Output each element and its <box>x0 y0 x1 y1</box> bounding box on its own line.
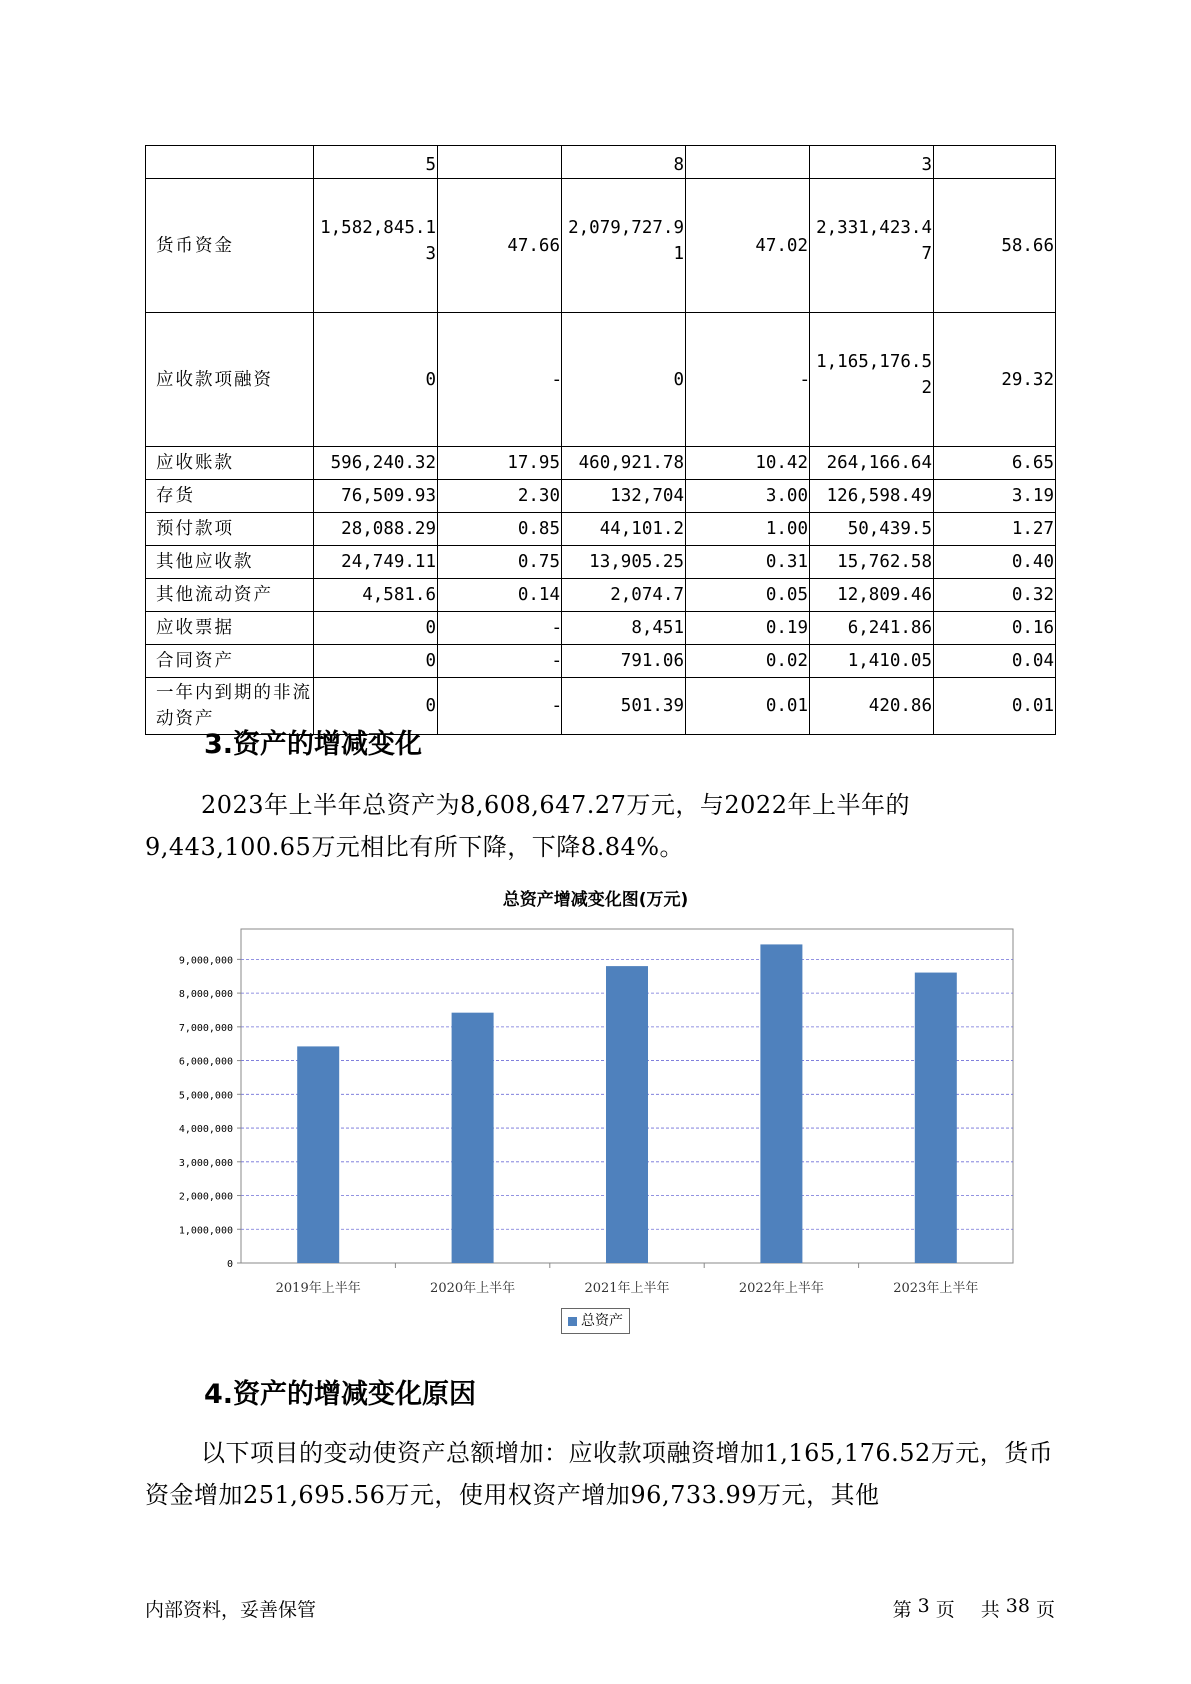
table-cell: 1.00 <box>686 513 810 546</box>
table-cell: 29.32 <box>934 313 1056 447</box>
table-cell: 58.66 <box>934 179 1056 313</box>
y-tick-label: 5,000,000 <box>178 1090 233 1102</box>
row-label: 其他应收款 <box>146 546 314 579</box>
table-cell: 0.16 <box>934 612 1056 645</box>
table-cell: 126,598.49 <box>810 480 934 513</box>
table-cell: 0.05 <box>686 579 810 612</box>
table-cell: 1,410.05 <box>810 645 934 678</box>
footer-page-info <box>893 1595 1055 1622</box>
total-pages: 38 <box>1005 1595 1030 1617</box>
table-cell: 0.75 <box>438 546 562 579</box>
table-cell: 8,451 <box>562 612 686 645</box>
table-cell: 0.04 <box>934 645 1056 678</box>
footer-confidential: 内部资料，妥善保管 <box>145 1599 317 1621</box>
x-tick-label: 2023年上半年 <box>893 1281 979 1296</box>
chart-legend <box>561 1308 630 1334</box>
table-cell: 6,241.86 <box>810 612 934 645</box>
table-cell: 501.39 <box>562 678 686 735</box>
section-3-heading: 3.资产的增减变化 <box>204 729 423 760</box>
table-cell: 3 <box>810 146 934 179</box>
page-unit: 页 <box>935 1599 955 1621</box>
legend-swatch <box>568 1317 577 1326</box>
table-cell: 0 <box>314 313 438 447</box>
table-cell: - <box>438 645 562 678</box>
table-cell: 10.42 <box>686 447 810 480</box>
row-label: 货币资金 <box>146 179 314 313</box>
table-cell: 0 <box>562 313 686 447</box>
table-cell: 17.95 <box>438 447 562 480</box>
x-tick-label: 2020年上半年 <box>430 1281 516 1296</box>
y-tick-label: 6,000,000 <box>178 1056 233 1068</box>
table-cell: 0.32 <box>934 579 1056 612</box>
bar <box>760 944 802 1263</box>
table-cell: 47.02 <box>686 179 810 313</box>
legend-label: 总资产 <box>581 1313 623 1329</box>
table-cell: 50,439.5 <box>810 513 934 546</box>
table-cell: 0 <box>314 678 438 735</box>
table-cell: 0 <box>314 645 438 678</box>
table-cell: 13,905.25 <box>562 546 686 579</box>
table-cell: 76,509.93 <box>314 480 438 513</box>
table-cell: 24,749.11 <box>314 546 438 579</box>
section-4-heading: 4.资产的增减变化原因 <box>204 1379 477 1410</box>
table-cell: 791.06 <box>562 645 686 678</box>
table-cell: 0.14 <box>438 579 562 612</box>
x-tick-label: 2019年上半年 <box>275 1281 361 1296</box>
section-3-paragraph: 2023年上半年总资产为8,608,647.27万元，与2022年上半年的9,443,100.65万元相比有所下降，下降8.84%。 <box>145 791 910 861</box>
chart-title: 总资产增减变化图(万元) <box>502 890 689 910</box>
y-tick-label: 8,000,000 <box>178 989 233 1001</box>
table-cell: 132,704 <box>562 480 686 513</box>
row-label: 其他流动资产 <box>146 579 314 612</box>
table-cell: 2,079,727.91 <box>562 179 686 313</box>
table-cell: 8 <box>562 146 686 179</box>
row-label: 预付款项 <box>146 513 314 546</box>
table-cell: 2.30 <box>438 480 562 513</box>
section-4-paragraph: 以下项目的变动使资产总额增加：应收款项融资增加1,165,176.52万元，货币资金增加251,695.56万元，使用权资产增加96,733.99万元，其他 <box>145 1439 1054 1509</box>
table-cell: 3.00 <box>686 480 810 513</box>
row-label: 存货 <box>146 480 314 513</box>
table-cell: 0.85 <box>438 513 562 546</box>
table-cell: 2,074.7 <box>562 579 686 612</box>
bar <box>297 1046 339 1263</box>
table-cell: 1,582,845.13 <box>314 179 438 313</box>
table-cell: 596,240.32 <box>314 447 438 480</box>
table-cell: 420.86 <box>810 678 934 735</box>
x-tick-label: 2022年上半年 <box>738 1281 824 1296</box>
table-cell: - <box>438 612 562 645</box>
table-cell: 0.19 <box>686 612 810 645</box>
table-cell: 6.65 <box>934 447 1056 480</box>
x-tick-label: 2021年上半年 <box>584 1281 670 1296</box>
table-cell: - <box>438 678 562 735</box>
bar <box>606 966 648 1263</box>
table-cell: 0.01 <box>686 678 810 735</box>
table-cell: 5 <box>314 146 438 179</box>
y-tick-label: 7,000,000 <box>178 1022 233 1034</box>
table-cell: 15,762.58 <box>810 546 934 579</box>
y-tick-label: 0 <box>226 1259 233 1270</box>
page-prefix: 第 <box>892 1599 912 1621</box>
table-cell: 0 <box>314 612 438 645</box>
bar <box>915 973 957 1263</box>
table-cell: 44,101.2 <box>562 513 686 546</box>
table-cell: 3.19 <box>934 480 1056 513</box>
table-cell: 4,581.6 <box>314 579 438 612</box>
row-label: 应收款项融资 <box>146 313 314 447</box>
row-label: 一年内到期的非流动资产 <box>146 678 314 735</box>
row-label: 应收票据 <box>146 612 314 645</box>
table-cell: 2,331,423.47 <box>810 179 934 313</box>
table-cell: 12,809.46 <box>810 579 934 612</box>
table-cell: 1,165,176.52 <box>810 313 934 447</box>
y-tick-label: 4,000,000 <box>178 1124 233 1136</box>
y-tick-label: 3,000,000 <box>178 1157 233 1169</box>
table-cell: - <box>686 313 810 447</box>
table-cell: - <box>438 313 562 447</box>
row-label: 应收账款 <box>146 447 314 480</box>
y-tick-label: 2,000,000 <box>178 1191 233 1203</box>
bar <box>452 1013 494 1263</box>
table-cell: 264,166.64 <box>810 447 934 480</box>
page-number: 3 <box>917 1595 930 1617</box>
table-cell: 1.27 <box>934 513 1056 546</box>
y-tick-label: 9,000,000 <box>178 955 233 967</box>
table-cell: 47.66 <box>438 179 562 313</box>
total-unit: 页 <box>1035 1599 1055 1621</box>
row-label: 合同资产 <box>146 645 314 678</box>
table-cell: 0.02 <box>686 645 810 678</box>
total-prefix: 共 <box>980 1599 1000 1621</box>
table-cell: 0.31 <box>686 546 810 579</box>
table-cell: 0.01 <box>934 678 1056 735</box>
table-cell: 460,921.78 <box>562 447 686 480</box>
y-tick-label: 1,000,000 <box>178 1225 233 1237</box>
table-cell: 0.40 <box>934 546 1056 579</box>
table-cell: 28,088.29 <box>314 513 438 546</box>
